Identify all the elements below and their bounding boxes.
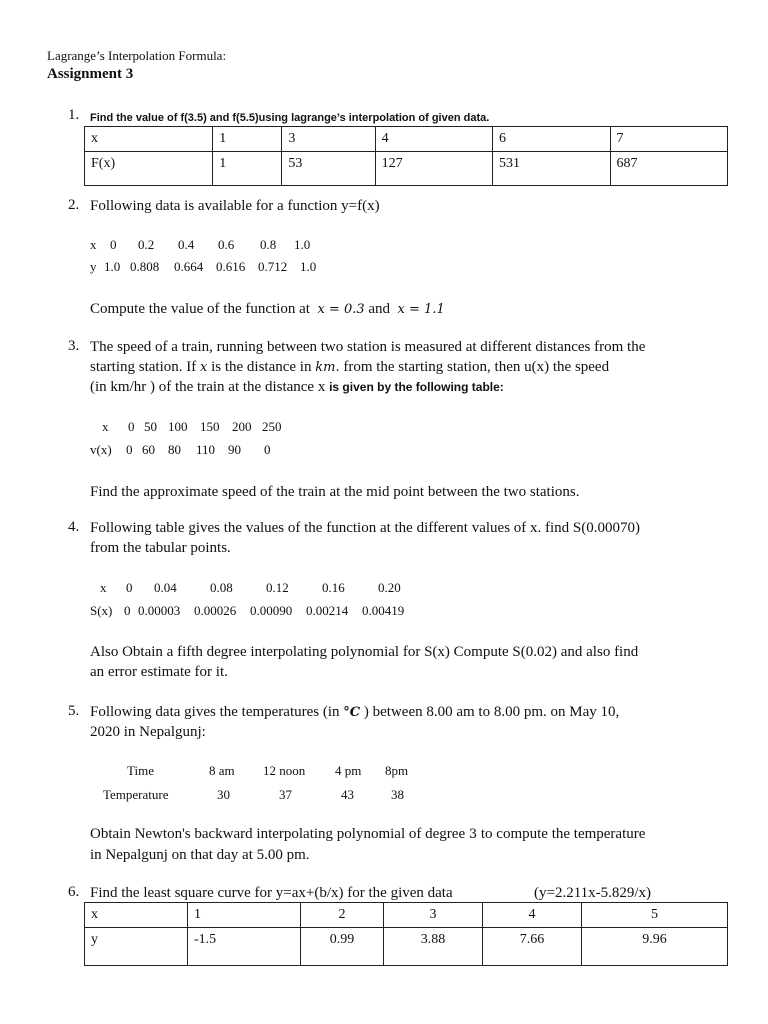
q6-cell: 0.99 bbox=[301, 928, 384, 966]
q4-x-cell: 0.08 bbox=[210, 580, 233, 595]
q2-x-cell: 1.0 bbox=[294, 237, 311, 252]
q2-y-cell: 0.712 bbox=[258, 259, 288, 274]
q2-text: Following data is available for a function y=f(x) bbox=[90, 198, 380, 214]
q6-cell: 2 bbox=[301, 903, 384, 928]
q2-x-cell: 0.6 bbox=[218, 237, 235, 252]
q2-y-cell: 0.808 bbox=[130, 259, 160, 274]
q1-cell: 687 bbox=[610, 152, 728, 186]
q3-v-cell: 90 bbox=[228, 442, 241, 457]
q6-table-row bbox=[85, 928, 728, 966]
q4-line1: Following table gives the values of the function at the different values of x. find S(0.00070) bbox=[90, 520, 641, 536]
document-subtitle: Lagrange’s Interpolation Formula: bbox=[47, 48, 227, 63]
q1-cell: 53 bbox=[282, 152, 375, 186]
q2-x-cell: 0.8 bbox=[260, 237, 277, 252]
q4-x-cell: x bbox=[100, 580, 107, 595]
q3-km: km. bbox=[315, 360, 340, 375]
q5-time-cell: 8pm bbox=[385, 763, 409, 778]
q6-table bbox=[84, 902, 728, 966]
q2-y-cell: 1.0 bbox=[104, 259, 121, 274]
q2-y-cell: y bbox=[90, 259, 97, 274]
q3-x-cell: 150 bbox=[200, 419, 220, 434]
q2-x2: x = 1.1 bbox=[397, 302, 445, 317]
q3-v-cell: 60 bbox=[142, 442, 155, 457]
q1-cell: 531 bbox=[493, 152, 610, 186]
q6-table-row bbox=[85, 903, 728, 928]
q1-table-row bbox=[85, 152, 728, 186]
q1-cell: 3 bbox=[282, 127, 375, 152]
q5-line2: 2020 in Nepalgunj: bbox=[90, 724, 206, 740]
q5-time-cell: 12 noon bbox=[263, 763, 306, 778]
q2-compute bbox=[90, 299, 445, 320]
q2-x-cell: 0 bbox=[110, 237, 117, 252]
q4-also-line1: Also Obtain a fifth degree interpolating polynomial for S(x) Compute S(0.02) and also find bbox=[90, 644, 639, 660]
q3-line3 bbox=[90, 377, 504, 397]
q5-line1 bbox=[90, 702, 619, 723]
q3-v-cell: v(x) bbox=[90, 442, 112, 457]
q5-degree: 3 bbox=[468, 827, 478, 842]
q6-cell: 3.88 bbox=[384, 928, 483, 966]
q3-v-cell: 0 bbox=[264, 442, 271, 457]
q2-x-cell: x bbox=[90, 237, 97, 252]
q1-cell: 4 bbox=[375, 127, 492, 152]
q3-x-cell: 250 bbox=[262, 419, 282, 434]
q3-line3a: (in km/hr ) of the train at the distance x bbox=[90, 379, 326, 395]
q1-cell: F(x) bbox=[85, 152, 213, 186]
q3-v-cell: 80 bbox=[168, 442, 181, 457]
q6-cell: 3 bbox=[384, 903, 483, 928]
q4-x-cell: 0.12 bbox=[266, 580, 289, 595]
q2-y-cell: 0.664 bbox=[174, 259, 204, 274]
q5-obtain1a: Obtain Newton's backward interpolating polynomial of degree bbox=[90, 826, 466, 842]
q1-table-row bbox=[85, 127, 728, 152]
q4-also-line2: an error estimate for it. bbox=[90, 664, 228, 680]
q3-line2 bbox=[90, 357, 609, 378]
q3-line2b: is the distance in bbox=[211, 359, 312, 375]
q3-question: Find the approximate speed of the train at the mid point between the two stations. bbox=[90, 484, 580, 500]
q5-time-cell: 4 pm bbox=[335, 763, 362, 778]
q1-cell: 6 bbox=[493, 127, 610, 152]
q3-x-row bbox=[90, 419, 282, 435]
q5-obtain-line1 bbox=[90, 824, 645, 845]
q3-line1: The speed of a train, running between two station is measured at different distances from the bbox=[90, 339, 646, 355]
q4-x-cell: 0.16 bbox=[322, 580, 345, 595]
q2-x-cell: 0.2 bbox=[138, 237, 155, 252]
q1-cell: 7 bbox=[610, 127, 728, 152]
q4-s-cell: 0.00090 bbox=[250, 603, 293, 618]
q4-s-row bbox=[90, 603, 404, 619]
q6-cell: 7.66 bbox=[483, 928, 582, 966]
q2-number: 2. bbox=[68, 197, 80, 213]
q4-s-cell: 0.00026 bbox=[194, 603, 237, 618]
q4-s-cell: 0.00003 bbox=[138, 603, 181, 618]
q1-text: Find the value of f(3.5) and f(5.5)using lagrange’s interpolation of given data. bbox=[90, 112, 490, 124]
q6-cell: 9.96 bbox=[582, 928, 728, 966]
q5-number: 5. bbox=[68, 703, 80, 719]
q6-cell: y bbox=[85, 928, 188, 966]
q4-x-cell: 0 bbox=[126, 580, 133, 595]
q6-cell: 5 bbox=[582, 903, 728, 928]
q4-x-cell: 0.20 bbox=[378, 580, 401, 595]
q3-x-cell: 200 bbox=[232, 419, 252, 434]
q5-temp-row bbox=[103, 787, 404, 803]
q3-x-cell: 100 bbox=[168, 419, 188, 434]
q4-x-cell: 0.04 bbox=[154, 580, 177, 595]
q5-temp-cell: 38 bbox=[391, 787, 404, 802]
q3-x-cell: x bbox=[102, 419, 109, 434]
q2-and: and bbox=[368, 301, 391, 317]
q5-temp-cell: 30 bbox=[217, 787, 230, 802]
q3-x-cell: 0 bbox=[128, 419, 135, 434]
q4-s-cell: S(x) bbox=[90, 603, 113, 618]
q4-s-cell: 0.00214 bbox=[306, 603, 349, 618]
q5-line1b: ) between 8.00 am to 8.00 pm. on May 10, bbox=[363, 704, 620, 720]
q5-obtain1b: to compute the temperature bbox=[480, 826, 646, 842]
q4-s-cell: 0 bbox=[124, 603, 131, 618]
q6-cell: 1 bbox=[188, 903, 301, 928]
q5-degree-symbol: °C bbox=[343, 705, 361, 720]
q4-x-row bbox=[90, 580, 401, 596]
q5-time-cell: Time bbox=[127, 763, 154, 778]
q3-line2a: starting station. If bbox=[90, 359, 197, 375]
q2-y-cell: 0.616 bbox=[216, 259, 246, 274]
q5-time-cell: 8 am bbox=[209, 763, 235, 778]
q5-temp-cell: 37 bbox=[279, 787, 292, 802]
q6-text: Find the least square curve for y=ax+(b/x) for the given data bbox=[90, 885, 453, 901]
q6-answer: (y=2.211x-5.829/x) bbox=[534, 885, 652, 901]
q4-number: 4. bbox=[68, 519, 80, 535]
q1-cell: 1 bbox=[213, 152, 282, 186]
q3-number: 3. bbox=[68, 338, 80, 354]
q1-cell: x bbox=[85, 127, 213, 152]
q5-temp-cell: 43 bbox=[341, 787, 354, 802]
q3-v-cell: 110 bbox=[196, 442, 216, 457]
q2-compute-prefix: Compute the value of the function at bbox=[90, 301, 310, 317]
q6-cell: -1.5 bbox=[188, 928, 301, 966]
q3-x-cell: 50 bbox=[144, 419, 157, 434]
q6-number: 6. bbox=[68, 884, 80, 900]
q3-line3b: is given by the following table: bbox=[329, 380, 504, 394]
document-title: Assignment 3 bbox=[47, 66, 134, 82]
q5-line1a: Following data gives the temperatures (in bbox=[90, 704, 340, 720]
q3-v-row bbox=[90, 442, 271, 458]
q2-y-cell: 1.0 bbox=[300, 259, 317, 274]
q3-line2c: from the starting station, then u(x) the speed bbox=[343, 359, 610, 375]
q2-x-cell: 0.4 bbox=[178, 237, 195, 252]
q3-v-cell: 0 bbox=[126, 442, 133, 457]
q6-cell: x bbox=[85, 903, 188, 928]
q2-y-row bbox=[90, 259, 316, 275]
q6-cell: 4 bbox=[483, 903, 582, 928]
q4-line2: from the tabular points. bbox=[90, 540, 231, 556]
q5-temp-cell: Temperature bbox=[103, 787, 169, 802]
q1-cell: 1 bbox=[213, 127, 282, 152]
q4-s-cell: 0.00419 bbox=[362, 603, 405, 618]
q1-cell: 127 bbox=[375, 152, 492, 186]
q1-number: 1. bbox=[68, 107, 80, 123]
q5-time-row bbox=[103, 763, 408, 779]
q2-x-row bbox=[90, 237, 310, 253]
q2-x1: x = 0.3 bbox=[317, 302, 365, 317]
q5-obtain-line2: in Nepalgunj on that day at 5.00 pm. bbox=[90, 847, 310, 863]
q1-table bbox=[84, 126, 728, 186]
q3-x-symbol: x bbox=[199, 360, 208, 375]
